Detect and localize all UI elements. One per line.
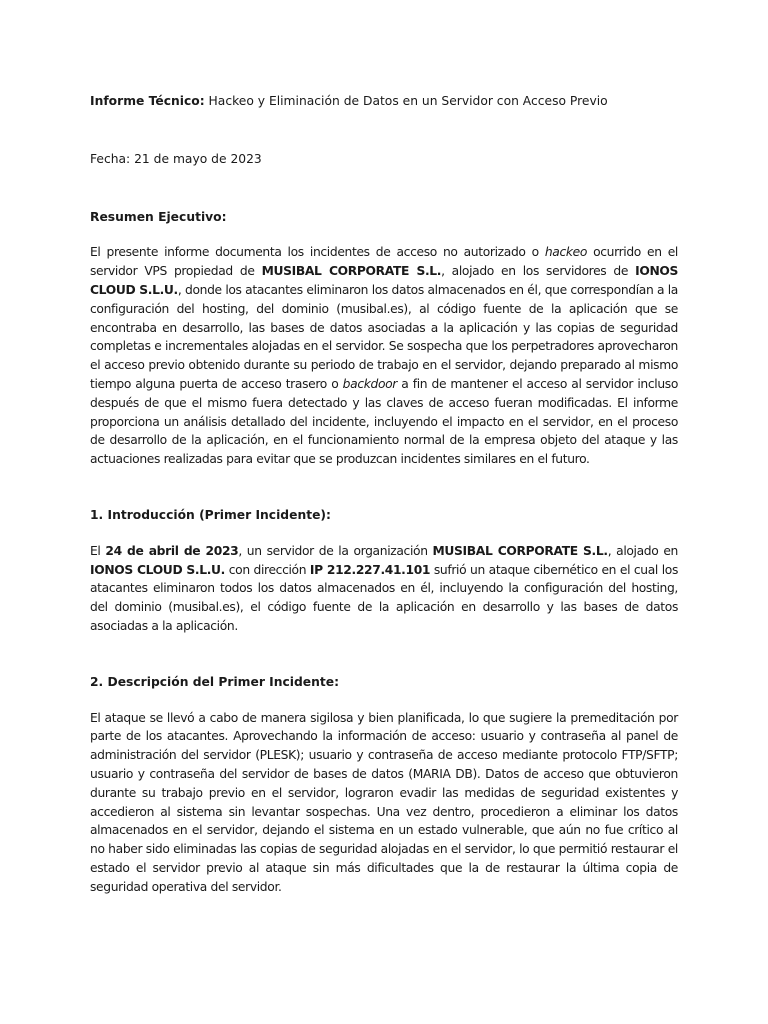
hackeo-term: hackeo <box>544 245 588 260</box>
document-page <box>90 92 678 897</box>
description-paragraph: El ataque se llevó a cabo de manera sigilosa y bien planificada, lo que sugiere la premeditación por parte de los atacantes. Aprovechando la información de acceso: usuario y contraseña al panel de administración del servidor (PLESK); usuario y contraseña de acceso mediante protocolo FTP/SFTP; usuario y contraseña del servidor de bases de datos (MARIA DB). Datos de acceso que obtuvieron durante su trabajo previo en el servidor, lograron evadir las medidas de seguridad existentes y accedieron al sistema sin levantar sospechas. Una vez dentro, procedieron a eliminar los datos almacenados en el servidor, dejando el sistema en un estado vulnerable, que aún no fue crítico al no haber sido eliminadas las copias de seguridad alojadas en el servidor, lo que permitió restaurar el estado el servidor previo al ataque sin más dificultades que la de restaurar la última copia de seguridad operativa del servidor. <box>90 710 678 894</box>
summary-paragraph: El presente informe documenta los incidentes de acceso no autorizado o hackeo ocurrido en el servidor VPS propiedad de MUSIBAL CORPORATE S.L., alojado en los servidores de IONOS CLOUD S.L.U., donde los atacantes eliminaron los datos almacenados en él, que correspondían a la configuración del hosting, del dominio (musibal.es), al código fuente de la aplicación que se encontraba en desarrollo, las bases de datos asociadas a la aplicación y las copias de seguridad completas e incrementales alojadas en el servidor. Se sospecha que los perpetradores aprovecharon el acceso previo obtenido durante su periodo de trabajo en el servidor, dejando preparado al mismo tiempo alguna puerta de acceso trasero o backdoor a fin de mantener el acceso al servidor incluso después de que el mismo fuera detectado y las claves de acceso fueran modificadas. El informe proporciona un análisis detallado del incidente, incluyendo el impacto en el servidor, en el proceso de desarrollo de la aplicación, en el funcionamiento normal de la empresa objeto del ataque y las actuaciones realizadas para evitar que se produzcan incidentes similares en el futuro. <box>90 245 679 467</box>
server-ip: IP 212.227.41.101 <box>309 562 431 577</box>
host-name: IONOS CLOUD S.L.U. <box>90 264 678 297</box>
document-date: Fecha: 21 de mayo de 2023 <box>90 151 262 166</box>
intro-host-name: IONOS CLOUD S.L.U. <box>90 562 225 577</box>
title-label: Informe Técnico: <box>90 94 205 108</box>
document-title <box>90 92 678 111</box>
description-heading: 2. Descripción del Primer Incidente: <box>90 674 340 689</box>
intro-company-name: MUSIBAL CORPORATE S.L. <box>432 543 608 558</box>
incident-date: 24 de abril de 2023 <box>105 543 239 558</box>
company-name: MUSIBAL CORPORATE S.L. <box>261 264 442 279</box>
backdoor-term: backdoor <box>342 376 398 391</box>
intro-paragraph: El 24 de abril de 2023, un servidor de la organización MUSIBAL CORPORATE S.L., alojado en IONOS CLOUD S.L.U. con dirección IP 212.227.41.101 sufrió un ataque cibernético en el cual los atacantes eliminaron todos los datos almacenados en él, incluyendo la configuración del hosting, del dominio (musibal.es), el código fuente de la aplicación en desarrollo y las bases de datos asociadas a la aplicación. <box>90 543 679 633</box>
intro-heading: 1. Introducción (Primer Incidente): <box>90 507 331 522</box>
title-text: Hackeo y Eliminación de Datos en un Servidor con Acceso Previo <box>204 94 608 108</box>
summary-heading: Resumen Ejecutivo: <box>90 209 227 224</box>
